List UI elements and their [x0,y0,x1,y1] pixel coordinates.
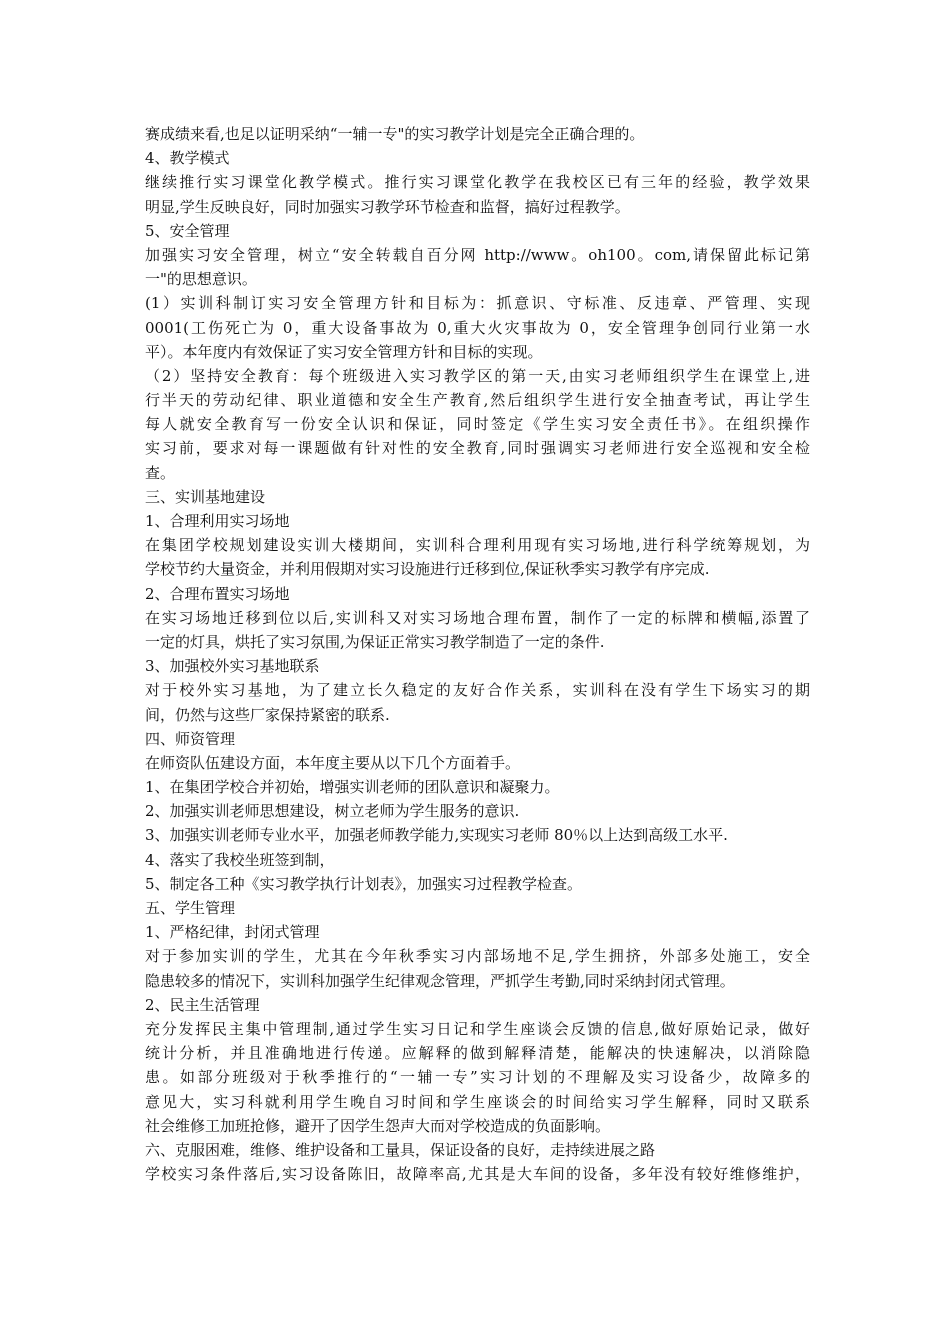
text-line: 行半天的劳动纪律、职业道德和安全生产教育,然后组织学生进行安全抽查考试，再让学生 [145,391,810,410]
text-line: 三、实训基地建设 [145,487,266,506]
text-line: 对于校外实习基地，为了建立长久稳定的友好合作关系，实训科在没有学生下场实习的期 [145,681,810,700]
text-line: 实习前，要求对每一课题做有针对性的安全教育,同时强调实习老师进行安全巡视和安全检 [145,439,810,458]
text-line: 2、民主生活管理 [145,995,260,1014]
text-line: 3、加强校外实习基地联系 [145,657,320,676]
text-line: 2、合理布置实习场地 [145,584,290,603]
text-line: 5、安全管理 [145,221,230,240]
text-line: （2）坚持安全教育：每个班级进入实习教学区的第一天,由实习老师组织学生在课堂上,进 [145,366,810,385]
text-line: 对于参加实训的学生，尤其在今年秋季实习内部场地不足,学生拥挤，外部多处施工，安全 [145,947,810,966]
text-line: 每人就安全教育写一份安全认识和保证，同时签定《学生实习安全责任书》。在组织操作 [145,415,810,434]
text-line: 在集团学校规划建设实训大楼期间，实训科合理利用现有实习场地,进行科学统筹规划，为 [145,536,810,555]
text-line: 六、克服困难，维修、维护设备和工量具，保证设备的良好，走持续进展之路 [145,1140,656,1159]
text-line: 在实习场地迁移到位以后,实训科又对实习场地合理布置，制作了一定的标牌和横幅,添置了 [145,608,810,627]
text-line: 五、学生管理 [145,899,236,917]
text-line: 统计分析，并且准确地进行传递。应解释的做到解释清楚，能解决的快速解决，以消除隐 [145,1044,810,1063]
text-line: 1、在集团学校合并初始，增强实训老师的团队意识和凝聚力。 [145,778,560,797]
text-line: 1、严格纪律，封闭式管理 [145,923,320,942]
text-line: 一定的灯具，烘托了实习氛围,为保证正常实习教学制造了一定的条件. [145,632,605,651]
text-line: 2、加强实训老师思想建设，树立老师为学生服务的意识. [145,802,520,821]
text-line: 4、教学模式 [145,149,230,168]
text-line: 学校节约大量资金，并利用假期对实习设施进行迁移到位,保证秋季实习教学有序完成. [145,560,710,579]
text-line: 在师资队伍建设方面，本年度主要从以下几个方面着手。 [145,753,521,772]
text-line: 一"的思想意识。 [145,270,257,289]
text-line: 学校实习条件落后,实习设备陈旧，故障率高,尤其是大车间的设备，多年没有较好维修维护， [145,1165,810,1184]
text-line: 0001(工伤死亡为 0，重大设备事故为 0,重大火灾事故为 0，安全管理争创同行业第一水 [145,318,810,337]
text-line: 四、师资管理 [145,729,236,748]
text-line: 4、落实了我校坐班签到制， [145,850,335,869]
text-line: 查。 [145,463,176,482]
text-line: 社会维修工加班抢修，避开了因学生怨声大而对学校造成的负面影响。 [145,1116,611,1135]
text-line: 3、加强实训老师专业水平，加强老师教学能力,实现实习老师 80％以上达到高级工水平. [145,826,728,845]
text-line: 1、合理利用实习场地 [145,512,290,530]
text-line: 充分发挥民主集中管理制,通过学生实习日记和学生座谈会反馈的信息,做好原始记录，做好 [145,1019,810,1038]
text-line: 5、制定各工种《实习教学执行计划表》，加强实习过程教学检查。 [145,874,583,893]
text-line: 赛成绩来看,也足以证明采纳“一辅一专"的实习教学计划是完全正确合理的。 [145,125,645,143]
text-line: 加强实习安全管理，树立“安全转载自百分网 http://www。oh100。com,请保留此标记第 [145,245,810,264]
document-page [145,122,810,1186]
text-line: 间，仍然与这些厂家保持紧密的联系. [145,705,390,724]
text-line: 继续推行实习课堂化教学模式。推行实习课堂化教学在我校区已有三年的经验，教学效果 [145,173,810,192]
text-line: 隐患较多的情况下，实训科加强学生纪律观念管理，严抓学生考勤,同时采纳封闭式管理。 [145,971,735,990]
text-line: (1）实训科制订实习安全管理方针和目标为：抓意识、守标准、反违章、严管理、实现 [145,294,810,313]
text-line: 明显,学生反映良好，同时加强实习教学环节检查和监督，搞好过程教学。 [145,197,630,216]
text-line: 意见大，实习科就利用学生晚自习时间和学生座谈会的时间给实习学生解释，同时又联系 [145,1092,810,1111]
text-line: 患。如部分班级对于秋季推行的“一辅一专”实习计划的不理解及实习设备少，故障多的 [145,1068,810,1087]
text-line: 平）。本年度内有效保证了实习安全管理方针和目标的实现。 [145,342,543,361]
